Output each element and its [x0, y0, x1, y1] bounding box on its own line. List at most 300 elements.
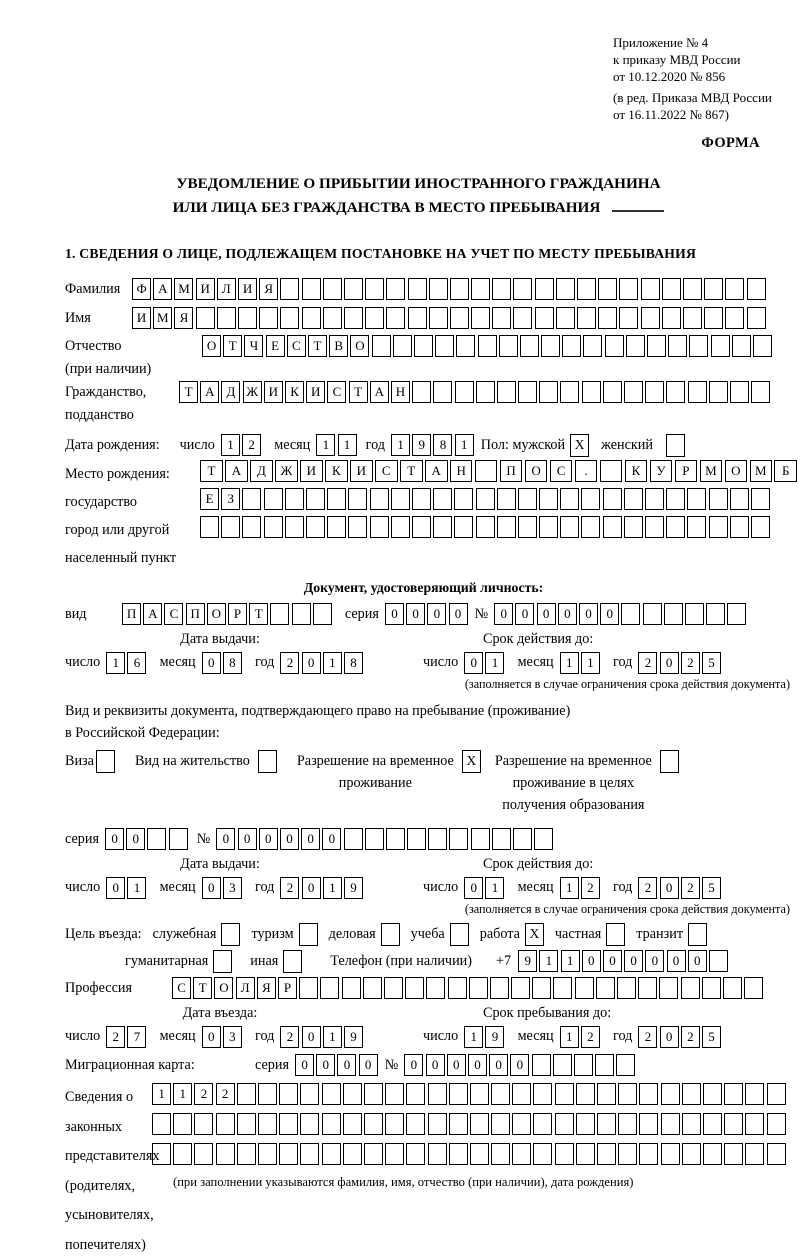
char-box[interactable]	[533, 1143, 552, 1165]
char-box[interactable]	[661, 1083, 680, 1105]
char-box[interactable]: 1	[560, 652, 579, 674]
char-box[interactable]: 0	[295, 1054, 314, 1076]
char-box[interactable]	[641, 307, 660, 329]
char-box[interactable]: 0	[202, 652, 221, 674]
char-box[interactable]	[553, 977, 572, 999]
char-box[interactable]: О	[214, 977, 233, 999]
char-box[interactable]	[152, 1143, 171, 1165]
char-box[interactable]	[343, 1083, 362, 1105]
char-box[interactable]	[513, 828, 532, 850]
char-box[interactable]: Т	[400, 460, 423, 482]
char-box[interactable]: С	[550, 460, 573, 482]
char-box[interactable]	[702, 977, 721, 999]
char-box[interactable]	[169, 828, 188, 850]
char-box[interactable]	[576, 1083, 595, 1105]
char-box[interactable]	[751, 381, 770, 403]
char-box[interactable]	[555, 1143, 574, 1165]
char-box[interactable]	[725, 307, 744, 329]
char-box[interactable]	[478, 335, 497, 357]
char-box[interactable]: 0	[202, 1026, 221, 1048]
char-box[interactable]	[280, 307, 299, 329]
char-box[interactable]	[662, 278, 681, 300]
char-box[interactable]	[645, 488, 664, 510]
char-box[interactable]: 9	[485, 1026, 504, 1048]
char-box[interactable]	[435, 335, 454, 357]
char-box[interactable]	[327, 516, 346, 538]
char-box[interactable]: 1	[455, 434, 474, 456]
char-box[interactable]	[639, 1083, 658, 1105]
char-box[interactable]: О	[207, 603, 226, 625]
char-box[interactable]	[747, 278, 766, 300]
char-box[interactable]	[412, 516, 431, 538]
char-box[interactable]: 0	[406, 603, 425, 625]
char-box[interactable]	[666, 488, 685, 510]
char-box[interactable]: С	[164, 603, 183, 625]
char-box[interactable]	[685, 603, 704, 625]
char-box[interactable]	[497, 488, 516, 510]
char-box[interactable]: 0	[447, 1054, 466, 1076]
char-box[interactable]: И	[306, 381, 325, 403]
char-box[interactable]	[280, 278, 299, 300]
char-box[interactable]	[412, 381, 431, 403]
char-box[interactable]: 0	[337, 1054, 356, 1076]
char-box[interactable]: 3	[223, 1026, 242, 1048]
char-box[interactable]	[703, 1083, 722, 1105]
char-box[interactable]	[412, 488, 431, 510]
char-box[interactable]	[408, 307, 427, 329]
char-box[interactable]	[342, 977, 361, 999]
char-box[interactable]	[200, 516, 219, 538]
char-box[interactable]	[365, 828, 384, 850]
char-box[interactable]	[704, 278, 723, 300]
char-box[interactable]: П	[500, 460, 523, 482]
char-box[interactable]	[365, 278, 384, 300]
char-box[interactable]: 0	[464, 652, 483, 674]
char-box[interactable]	[476, 516, 495, 538]
char-box[interactable]	[626, 335, 645, 357]
char-box[interactable]	[364, 1143, 383, 1165]
char-box[interactable]	[292, 603, 311, 625]
char-box[interactable]	[730, 488, 749, 510]
char-box[interactable]	[237, 1083, 256, 1105]
char-box[interactable]	[492, 828, 511, 850]
char-box[interactable]	[689, 335, 708, 357]
char-box[interactable]	[556, 307, 575, 329]
char-box[interactable]	[682, 1083, 701, 1105]
char-box[interactable]	[344, 828, 363, 850]
char-box[interactable]	[258, 1113, 277, 1135]
char-box[interactable]: А	[370, 381, 389, 403]
char-box[interactable]	[645, 516, 664, 538]
char-box[interactable]: 1	[221, 434, 240, 456]
char-box[interactable]: 2	[106, 1026, 125, 1048]
char-box[interactable]	[300, 1083, 319, 1105]
char-box[interactable]: 0	[302, 1026, 321, 1048]
char-box[interactable]	[216, 1113, 235, 1135]
char-box[interactable]	[641, 278, 660, 300]
char-box[interactable]: 2	[681, 877, 700, 899]
visa-checkbox[interactable]	[96, 750, 115, 773]
char-box[interactable]: К	[285, 381, 304, 403]
char-box[interactable]	[704, 307, 723, 329]
char-box[interactable]: 2	[280, 877, 299, 899]
char-box[interactable]	[661, 1113, 680, 1135]
char-box[interactable]: 0	[537, 603, 556, 625]
char-box[interactable]	[471, 828, 490, 850]
char-box[interactable]: 0	[468, 1054, 487, 1076]
char-box[interactable]: М	[153, 307, 172, 329]
char-box[interactable]	[391, 488, 410, 510]
char-box[interactable]: 0	[660, 652, 679, 674]
char-box[interactable]: 0	[645, 950, 664, 972]
char-box[interactable]: 6	[127, 652, 146, 674]
char-box[interactable]	[597, 1143, 616, 1165]
char-box[interactable]	[306, 516, 325, 538]
char-box[interactable]	[553, 1054, 572, 1076]
char-box[interactable]	[583, 335, 602, 357]
char-box[interactable]: Н	[450, 460, 473, 482]
char-box[interactable]	[492, 307, 511, 329]
char-box[interactable]	[429, 278, 448, 300]
char-box[interactable]: З	[221, 488, 240, 510]
char-box[interactable]: 0	[464, 877, 483, 899]
char-box[interactable]: 2	[638, 1026, 657, 1048]
char-box[interactable]	[279, 1113, 298, 1135]
char-box[interactable]: М	[750, 460, 773, 482]
char-box[interactable]	[475, 460, 498, 482]
char-box[interactable]	[385, 1083, 404, 1105]
char-box[interactable]	[363, 977, 382, 999]
char-box[interactable]	[279, 1143, 298, 1165]
char-box[interactable]	[491, 1113, 510, 1135]
char-box[interactable]	[730, 516, 749, 538]
char-box[interactable]: 0	[582, 950, 601, 972]
char-box[interactable]	[724, 1083, 743, 1105]
char-box[interactable]: 2	[681, 652, 700, 674]
char-box[interactable]	[285, 516, 304, 538]
char-box[interactable]	[242, 516, 261, 538]
char-box[interactable]	[539, 381, 558, 403]
char-box[interactable]: 0	[510, 1054, 529, 1076]
char-box[interactable]: К	[325, 460, 348, 482]
char-box[interactable]	[384, 977, 403, 999]
char-box[interactable]	[666, 516, 685, 538]
char-box[interactable]	[539, 488, 558, 510]
char-box[interactable]	[745, 1113, 764, 1135]
char-box[interactable]	[533, 1113, 552, 1135]
char-box[interactable]: 1	[581, 652, 600, 674]
char-box[interactable]	[320, 977, 339, 999]
char-box[interactable]	[730, 381, 749, 403]
char-box[interactable]	[643, 603, 662, 625]
char-box[interactable]: И	[300, 460, 323, 482]
char-box[interactable]	[217, 307, 236, 329]
char-box[interactable]	[270, 603, 289, 625]
char-box[interactable]: 1	[338, 434, 357, 456]
char-box[interactable]	[499, 335, 518, 357]
purpose-study-checkbox[interactable]	[450, 923, 469, 946]
char-box[interactable]: 0	[280, 828, 299, 850]
char-box[interactable]	[406, 1113, 425, 1135]
char-box[interactable]: 1	[316, 434, 335, 456]
char-box[interactable]	[598, 278, 617, 300]
residence-permit-checkbox[interactable]	[258, 750, 277, 773]
char-box[interactable]: Ж	[275, 460, 298, 482]
temp-residence-education-checkbox[interactable]	[660, 750, 679, 773]
char-box[interactable]: 0	[105, 828, 124, 850]
char-box[interactable]	[732, 335, 751, 357]
char-box[interactable]	[302, 278, 321, 300]
char-box[interactable]: О	[350, 335, 369, 357]
char-box[interactable]: Т	[193, 977, 212, 999]
char-box[interactable]	[518, 488, 537, 510]
char-box[interactable]	[492, 278, 511, 300]
purpose-other-checkbox[interactable]	[283, 950, 302, 973]
char-box[interactable]	[617, 977, 636, 999]
char-box[interactable]	[511, 977, 530, 999]
purpose-private-checkbox[interactable]	[606, 923, 625, 946]
char-box[interactable]: У	[650, 460, 673, 482]
purpose-tourism-checkbox[interactable]	[299, 923, 318, 946]
char-box[interactable]	[725, 278, 744, 300]
char-box[interactable]	[560, 516, 579, 538]
char-box[interactable]	[535, 278, 554, 300]
char-box[interactable]: 0	[322, 828, 341, 850]
char-box[interactable]	[541, 335, 560, 357]
char-box[interactable]	[196, 307, 215, 329]
char-box[interactable]	[603, 516, 622, 538]
char-box[interactable]: Р	[278, 977, 297, 999]
char-box[interactable]	[688, 381, 707, 403]
char-box[interactable]	[426, 977, 445, 999]
char-box[interactable]: 0	[515, 603, 534, 625]
char-box[interactable]	[471, 278, 490, 300]
char-box[interactable]	[299, 977, 318, 999]
char-box[interactable]	[323, 307, 342, 329]
char-box[interactable]	[242, 488, 261, 510]
char-box[interactable]	[709, 950, 728, 972]
char-box[interactable]: 0	[558, 603, 577, 625]
char-box[interactable]: О	[725, 460, 748, 482]
char-box[interactable]	[428, 1083, 447, 1105]
char-box[interactable]: Я	[174, 307, 193, 329]
char-box[interactable]	[535, 307, 554, 329]
char-box[interactable]	[327, 488, 346, 510]
char-box[interactable]: 0	[449, 603, 468, 625]
char-box[interactable]	[512, 1083, 531, 1105]
char-box[interactable]	[370, 488, 389, 510]
char-box[interactable]: 0	[126, 828, 145, 850]
char-box[interactable]	[575, 977, 594, 999]
char-box[interactable]: Р	[675, 460, 698, 482]
char-box[interactable]: Е	[200, 488, 219, 510]
char-box[interactable]	[470, 1083, 489, 1105]
char-box[interactable]	[512, 1113, 531, 1135]
char-box[interactable]	[429, 307, 448, 329]
temp-residence-checkbox[interactable]: X	[462, 750, 481, 773]
char-box[interactable]	[709, 381, 728, 403]
char-box[interactable]: 5	[702, 877, 721, 899]
char-box[interactable]: 0	[359, 1054, 378, 1076]
char-box[interactable]: М	[174, 278, 193, 300]
char-box[interactable]: М	[700, 460, 723, 482]
char-box[interactable]	[703, 1113, 722, 1135]
char-box[interactable]	[687, 488, 706, 510]
char-box[interactable]: 0	[216, 828, 235, 850]
char-box[interactable]	[624, 381, 643, 403]
char-box[interactable]	[555, 1083, 574, 1105]
char-box[interactable]: 0	[603, 950, 622, 972]
char-box[interactable]: Ж	[243, 381, 262, 403]
char-box[interactable]	[745, 1083, 764, 1105]
char-box[interactable]: Д	[250, 460, 273, 482]
char-box[interactable]	[598, 307, 617, 329]
char-box[interactable]	[683, 278, 702, 300]
char-box[interactable]: 9	[344, 877, 363, 899]
char-box[interactable]	[433, 381, 452, 403]
char-box[interactable]	[767, 1083, 786, 1105]
char-box[interactable]	[724, 1143, 743, 1165]
char-box[interactable]	[449, 1083, 468, 1105]
char-box[interactable]	[454, 516, 473, 538]
char-box[interactable]	[221, 516, 240, 538]
char-box[interactable]: Л	[236, 977, 255, 999]
char-box[interactable]	[343, 1113, 362, 1135]
char-box[interactable]: 0	[427, 603, 446, 625]
char-box[interactable]	[386, 278, 405, 300]
char-box[interactable]: 9	[412, 434, 431, 456]
char-box[interactable]: И	[264, 381, 283, 403]
char-box[interactable]: 0	[579, 603, 598, 625]
char-box[interactable]	[348, 516, 367, 538]
char-box[interactable]	[323, 278, 342, 300]
char-box[interactable]: П	[186, 603, 205, 625]
char-box[interactable]	[639, 1143, 658, 1165]
char-box[interactable]	[237, 1143, 256, 1165]
char-box[interactable]: Р	[228, 603, 247, 625]
char-box[interactable]: 0	[238, 828, 257, 850]
char-box[interactable]: 0	[259, 828, 278, 850]
char-box[interactable]	[433, 488, 452, 510]
char-box[interactable]	[555, 1113, 574, 1135]
char-box[interactable]	[595, 1054, 614, 1076]
char-box[interactable]	[727, 603, 746, 625]
char-box[interactable]: 2	[280, 1026, 299, 1048]
char-box[interactable]: 7	[127, 1026, 146, 1048]
char-box[interactable]: Б	[774, 460, 797, 482]
char-box[interactable]: А	[200, 381, 219, 403]
char-box[interactable]: 0	[202, 877, 221, 899]
char-box[interactable]	[581, 488, 600, 510]
char-box[interactable]: П	[122, 603, 141, 625]
char-box[interactable]	[747, 307, 766, 329]
char-box[interactable]: Я	[257, 977, 276, 999]
char-box[interactable]	[624, 488, 643, 510]
char-box[interactable]	[470, 1143, 489, 1165]
char-box[interactable]	[600, 460, 623, 482]
char-box[interactable]	[194, 1113, 213, 1135]
char-box[interactable]	[618, 1083, 637, 1105]
char-box[interactable]: 0	[316, 1054, 335, 1076]
char-box[interactable]	[405, 977, 424, 999]
char-box[interactable]	[393, 335, 412, 357]
char-box[interactable]: 1	[560, 877, 579, 899]
char-box[interactable]: 2	[194, 1083, 213, 1105]
char-box[interactable]	[456, 335, 475, 357]
char-box[interactable]	[723, 977, 742, 999]
char-box[interactable]: 9	[518, 950, 537, 972]
char-box[interactable]: К	[625, 460, 648, 482]
char-box[interactable]	[454, 488, 473, 510]
char-box[interactable]	[681, 977, 700, 999]
char-box[interactable]	[534, 828, 553, 850]
char-box[interactable]	[616, 1054, 635, 1076]
purpose-business-checkbox[interactable]	[381, 923, 400, 946]
char-box[interactable]	[683, 307, 702, 329]
char-box[interactable]: 1	[173, 1083, 192, 1105]
char-box[interactable]: Е	[266, 335, 285, 357]
char-box[interactable]: 0	[106, 877, 125, 899]
char-box[interactable]	[364, 1113, 383, 1135]
char-box[interactable]	[147, 828, 166, 850]
char-box[interactable]: 2	[681, 1026, 700, 1048]
char-box[interactable]: 8	[223, 652, 242, 674]
char-box[interactable]: 2	[242, 434, 261, 456]
char-box[interactable]	[391, 516, 410, 538]
char-box[interactable]	[539, 516, 558, 538]
char-box[interactable]	[560, 488, 579, 510]
char-box[interactable]: 1	[127, 877, 146, 899]
char-box[interactable]: А	[225, 460, 248, 482]
purpose-official-checkbox[interactable]	[221, 923, 240, 946]
char-box[interactable]	[264, 516, 283, 538]
char-box[interactable]: 2	[638, 877, 657, 899]
char-box[interactable]	[237, 1113, 256, 1135]
char-box[interactable]: 0	[385, 603, 404, 625]
char-box[interactable]: 0	[600, 603, 619, 625]
char-box[interactable]	[624, 516, 643, 538]
char-box[interactable]: Д	[221, 381, 240, 403]
char-box[interactable]	[753, 335, 772, 357]
char-box[interactable]	[216, 1143, 235, 1165]
char-box[interactable]	[491, 1143, 510, 1165]
char-box[interactable]	[659, 977, 678, 999]
char-box[interactable]	[556, 278, 575, 300]
char-box[interactable]: Ч	[244, 335, 263, 357]
char-box[interactable]	[449, 1143, 468, 1165]
char-box[interactable]	[497, 381, 516, 403]
char-box[interactable]	[647, 335, 666, 357]
char-box[interactable]: 0	[489, 1054, 508, 1076]
char-box[interactable]: А	[143, 603, 162, 625]
char-box[interactable]	[364, 1083, 383, 1105]
sex-male-checkbox[interactable]: X	[570, 434, 589, 457]
char-box[interactable]: 1	[106, 652, 125, 674]
char-box[interactable]	[322, 1083, 341, 1105]
char-box[interactable]	[428, 828, 447, 850]
char-box[interactable]: 0	[426, 1054, 445, 1076]
char-box[interactable]	[194, 1143, 213, 1165]
char-box[interactable]: 2	[581, 877, 600, 899]
char-box[interactable]: Т	[223, 335, 242, 357]
char-box[interactable]: 1	[561, 950, 580, 972]
char-box[interactable]: 0	[494, 603, 513, 625]
sex-female-checkbox[interactable]	[666, 434, 685, 457]
char-box[interactable]	[767, 1143, 786, 1165]
char-box[interactable]	[414, 335, 433, 357]
char-box[interactable]	[365, 307, 384, 329]
char-box[interactable]: 1	[152, 1083, 171, 1105]
